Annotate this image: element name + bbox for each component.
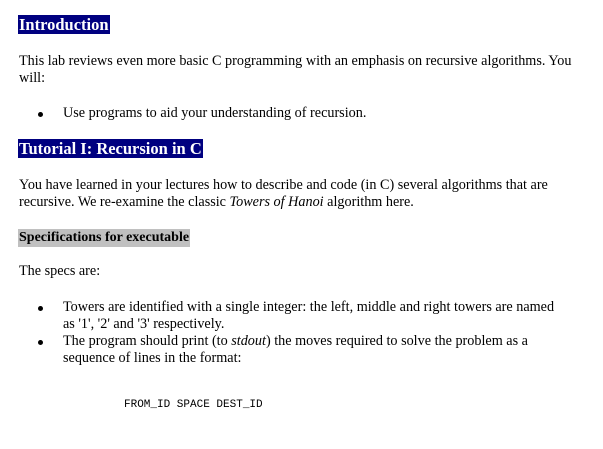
tutorial-paragraph-emphasis: Towers of Hanoi	[229, 194, 324, 210]
list-item	[0, 333, 563, 367]
list-item	[0, 299, 563, 333]
specifications-heading: Specifications for executable	[19, 230, 190, 245]
bullet-icon	[38, 340, 43, 345]
introduction-bullet-list	[0, 105, 580, 122]
tutorial-paragraph-text-end: algorithm here.	[323, 194, 414, 210]
list-item-text: Use programs to aid your understanding of recursion.	[63, 105, 367, 121]
stdout-emphasis: stdout	[231, 333, 266, 349]
code-format-line: FROM_ID SPACE DEST_ID	[124, 399, 263, 411]
tutorial-paragraph	[19, 177, 579, 211]
introduction-heading: Introduction	[19, 15, 109, 34]
specs-bullet-list	[0, 299, 580, 367]
list-item-text: The program should print (to	[63, 333, 232, 349]
tutorial-paragraph-text: You have learned in your lectures how to describe and code (in C) several algorithms that are recursive. We re-examine the classic	[19, 177, 548, 210]
bullet-icon	[38, 306, 43, 311]
tutorial-heading: Tutorial I: Recursion in C	[19, 139, 202, 158]
list-item-text-end: ) the moves required to solve the problem as a sequence of lines in the format:	[63, 333, 528, 366]
list-item	[0, 105, 563, 122]
bullet-icon	[38, 112, 43, 117]
list-item-text: Towers are identified with a single integer: the left, middle and right towers are named as '1', '2' and '3' respectively.	[63, 299, 555, 332]
specs-intro: The specs are:	[19, 263, 101, 279]
introduction-paragraph: This lab reviews even more basic C programming with an emphasis on recursive algorithms. You will:	[19, 53, 572, 86]
